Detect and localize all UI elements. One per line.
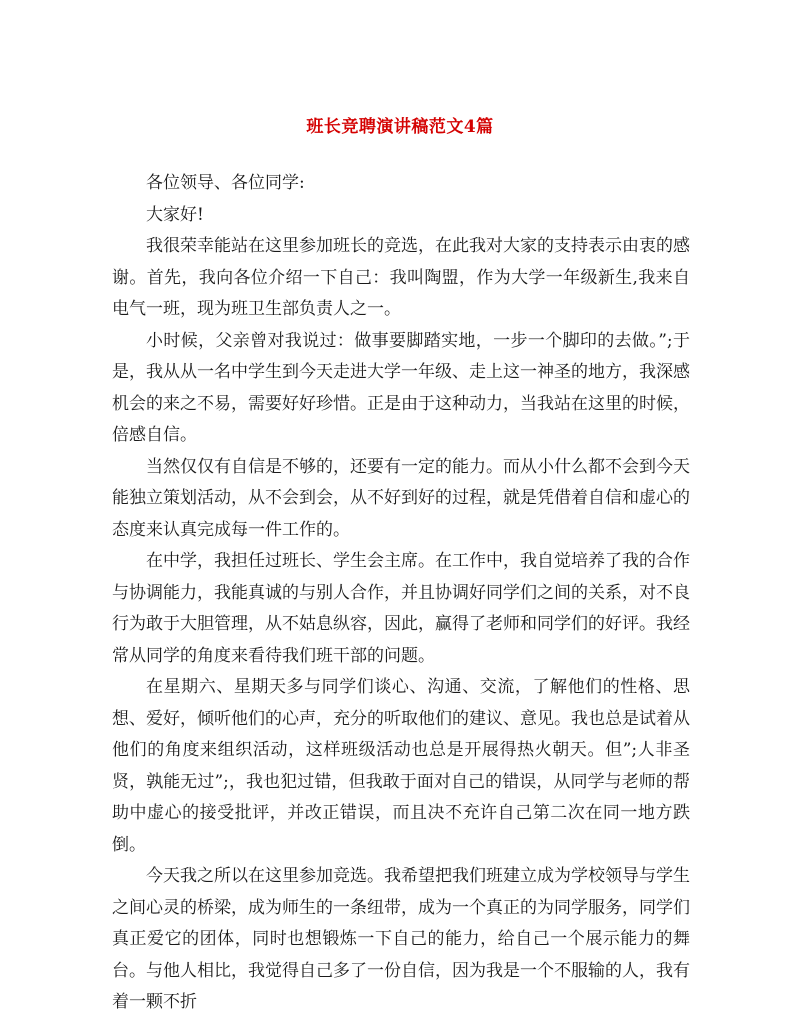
paragraph-middle-school: 在中学，我担任过班长、学生会主席。在工作中，我自觉培养了我的合作与协调能力，我能真诚的与别人合作，并且协调好同学们之间的关系，对不良行为敢于大胆管理，从不姑息纵容，因此，赢得了老师和同学们的好评。我经常从同学的角度来看待我们班干部的问题。 bbox=[112, 551, 690, 666]
paragraph-introduction: 我很荣幸能站在这里参加班长的竞选，在此我对大家的支持表示由衷的感谢。首先，我向各位介绍一下自己：我叫陶盟，作为大学一年级新生,我来自电气一班，现为班卫生部负责人之一。 bbox=[112, 236, 690, 319]
paragraph-childhood: 小时候，父亲曾对我说过：做事要脚踏实地，一步一个脚印的去做。”;于是，我从从一名中学生到今天走进大学一年级、走上这一神圣的地方，我深感机会的来之不易，需要好好珍惜。正是由于这种动力，当我站在这里的时候，倍感自信。 bbox=[112, 330, 690, 445]
document-body bbox=[112, 168, 690, 1019]
greeting: 大家好! bbox=[146, 204, 204, 225]
paragraph-communication: 在星期六、星期天多与同学们谈心、沟通、交流，了解他们的性格、思想、爱好，倾听他们的心声，充分的听取他们的建议、意见。我也总是试着从他们的角度来组织活动，这样班级活动也总是开展得热火朝天。但”;人非圣贤，孰能无过”;，我也犯过错，但我敢于面对自己的错误，从同学与老师的帮助中虚心的接受批评，并改正错误，而且决不充许自己第二次在同一地方跌倒。 bbox=[112, 677, 690, 855]
document-title: 班长竞聘演讲稿范文4篇 bbox=[306, 117, 494, 137]
salutation: 各位领导、各位同学: bbox=[146, 173, 305, 193]
paragraph-ability: 当然仅仅有自信是不够的，还要有一定的能力。而从小什么都不会到今天能独立策划活动，从不会到会，从不好到好的过程，就是凭借着自信和虚心的态度来认真完成每一件工作的。 bbox=[112, 456, 690, 540]
paragraph-goal: 今天我之所以在这里参加竞选。我希望把我们班建立成为学校领导与学生之间心灵的桥梁，成为师生的一条纽带，成为一个真正的为同学服务，同学们真正爱它的团体，同时也想锻炼一下自己的能力，给自己一个展示能力的舞台。与他人相比，我觉得自己多了一份自信，因为我是一个不服输的人，我有着一颗不折 bbox=[112, 866, 690, 1012]
